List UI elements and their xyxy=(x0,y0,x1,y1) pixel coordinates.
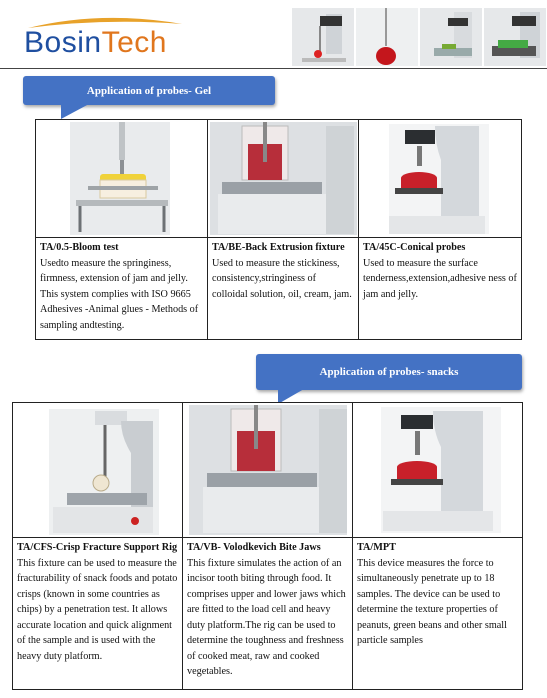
header-photo-strip xyxy=(292,8,546,66)
multiple-puncture-description: This device measures the force to simultaneously penetrate up to 18 samples. The device can be used to determine the texture properties of peanuts, green beans and other small particle samples xyxy=(357,557,507,646)
logo-text-part2: in xyxy=(77,26,102,59)
bloom-test-photo xyxy=(36,120,207,237)
logo-text-part3: Tech xyxy=(101,26,167,59)
conical-probe-cell xyxy=(359,238,522,340)
bosintech-logo xyxy=(22,14,192,64)
gel-probes-table xyxy=(35,119,522,340)
back-extrusion-description: Used to measure the stickiness, consistency,stringiness of colloidal solution, oil, cream, jam. xyxy=(212,257,352,300)
bloom-test-cell xyxy=(36,238,208,340)
instrument-photo-2 xyxy=(356,8,418,66)
instrument-photo-3 xyxy=(420,8,482,66)
snacks-probes-table xyxy=(12,402,523,690)
crisp-fracture-image-cell xyxy=(13,403,183,538)
back-extrusion-cell xyxy=(208,238,359,340)
bite-jaws-image-cell xyxy=(183,403,353,538)
multiple-puncture-photo xyxy=(353,403,522,537)
crisp-fracture-title: TA/CFS-Crisp Fracture Support Rig xyxy=(17,542,178,553)
conical-probe-description: Used to measure the surface tenderness,extension,adhesive ness of jam and jelly. xyxy=(363,257,517,300)
conical-probe-image-cell xyxy=(359,120,522,238)
multiple-puncture-cell xyxy=(353,538,523,690)
logo-text-part1: Bos xyxy=(24,26,78,59)
page-header xyxy=(0,0,547,68)
conical-probe-photo xyxy=(359,120,521,237)
back-extrusion-photo xyxy=(208,120,358,237)
crisp-fracture-cell xyxy=(13,538,183,690)
gel-image-row xyxy=(36,120,522,238)
bloom-test-description: Usedto measure the springiness, firmness, extension of jam and jelly. This system complies with ISO 9665 Adhesives -Animal glues - Methods of sampling andtesting. xyxy=(40,257,199,331)
multiple-puncture-image-cell xyxy=(353,403,523,538)
snacks-text-row xyxy=(13,538,523,690)
bite-jaws-cell xyxy=(183,538,353,690)
back-extrusion-title: TA/BE-Back Extrusion fixture xyxy=(212,242,345,253)
snacks-image-row xyxy=(13,403,523,538)
crisp-fracture-description: This fixture can be used to measure the fracturability of snack foods and potato crisps (known in some countries as chips) by a penetration test. It allows accurate location and quick alignment of the sample and is used with the heavy duty platform. xyxy=(17,557,178,662)
gel-text-row xyxy=(36,238,522,340)
snacks-section-banner: Application of probes- snacks xyxy=(256,354,522,390)
multiple-puncture-title: TA/MPT xyxy=(357,542,396,553)
bite-jaws-title: TA/VB- Volodkevich Bite Jaws xyxy=(187,542,321,553)
back-extrusion-image-cell xyxy=(208,120,359,238)
instrument-photo-4 xyxy=(484,8,546,66)
conical-probe-title: TA/45C-Conical probes xyxy=(363,242,466,253)
bloom-test-title: TA/0.5-Bloom test xyxy=(40,242,119,253)
gel-section-banner: Application of probes- Gel xyxy=(23,76,275,105)
instrument-photo-1 xyxy=(292,8,354,66)
crisp-fracture-photo xyxy=(13,403,182,537)
header-divider xyxy=(0,68,547,69)
bite-jaws-description: This fixture simulates the action of an incisor tooth biting through food. It comprises upper and lower jaws which are fitted to the load cell and heavy duty platform.The rig can be used to determine the toughness and freshness of cooked meat, raw and cooked vegetables. xyxy=(187,557,346,677)
bloom-test-image-cell xyxy=(36,120,208,238)
bite-jaws-photo xyxy=(183,403,352,537)
